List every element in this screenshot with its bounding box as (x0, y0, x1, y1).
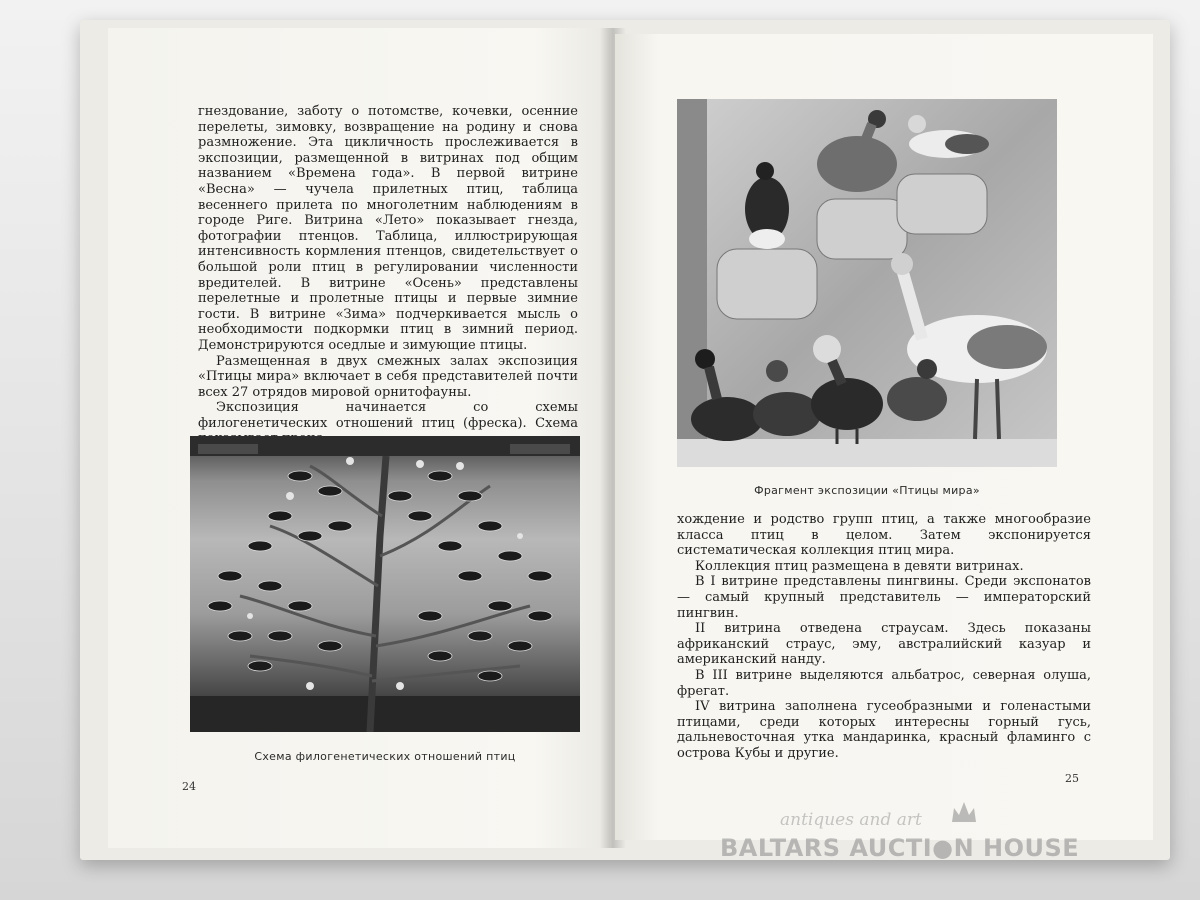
right-figure-caption: Фрагмент экспозиции «Птицы мира» (754, 484, 980, 497)
left-figure-caption: Схема филогенетических отношений птиц (254, 750, 516, 763)
phylogeny-tree-illustration (190, 436, 580, 732)
watermark-tagline: antiques and art (780, 810, 922, 830)
right-paragraph-4: II витрина отведена страусам. Здесь показаны африканский страус, эму, австралийский казуар и американский нанду. (677, 621, 1091, 668)
auction-house-watermark (720, 800, 1120, 880)
right-page (615, 34, 1153, 840)
birds-exhibit-photo (677, 99, 1057, 467)
right-page-text (677, 512, 1091, 762)
right-paragraph-3: В I витрине представлены пингвины. Среди экспонатов — самый крупный представитель — императорский пингвин. (677, 574, 1091, 621)
watermark-brand-part2: N HOUSE (953, 834, 1080, 862)
left-page-number: 24 (182, 780, 196, 793)
watermark-brand (720, 834, 1079, 862)
watermark-o-crown-icon: ● (932, 834, 954, 862)
crown-icon (950, 800, 978, 826)
right-paragraph-1: хождение и родство групп птиц, а также многообразие класса птиц в целом. Затем экспонируется систематическая коллекция птиц мира. (677, 512, 1091, 559)
left-page (108, 28, 610, 848)
right-paragraph-5: В III витрине выделяются альбатрос, северная олуша, фрегат. (677, 667, 1091, 699)
left-page-text (198, 104, 578, 447)
watermark-brand-part1: BALTARS AUCTI (720, 834, 933, 862)
stuffed-birds-illustration (677, 99, 1057, 467)
left-paragraph-3: Экспозиция начинается со схемы филогенетических отношений птиц (фреска). Схема (198, 400, 578, 431)
right-page-number: 25 (1065, 772, 1079, 785)
left-paragraph-1: гнездование, заботу о потомстве, кочевки, осенние перелеты, зимовку, возвращение на родину и снова размножение. Эта цикличность прослеживается в экспозиции, размещенной в витринах под общим названием «Времена года». В первой витрине «Весна» — чучела прилетных птиц, таблица весеннего прилета по многолетним наблюдениям в городе Риге. Витрина «Лето» показывает гнезда, фотографии птенцов. Таблица, иллюстрирующая интенсивность кормления птенцов, свидетельствует о большой роли птиц в регулировании численности вредителей. В витрине «Осень» представлены перелетные и пролетные птицы и первые зимние гости. В витрине «Зима» подчеркивается мысль о необходимости подкормки птиц в зимний период. Демонстрируются оседлые и зимующие птицы. (198, 104, 578, 353)
right-paragraph-6: IV витрина заполнена гусеобразными и голенастыми птицами, среди которых интересны горный гусь, дальневосточная утка мандаринка, красный фламинго с острова Кубы и другие. (677, 699, 1091, 761)
right-paragraph-2: Коллекция птиц размещена в девяти витринах. (695, 558, 1024, 574)
left-paragraph-2: Размещенная в двух смежных залах экспозиция «Птицы мира» включает в себя представителей почти всех 27 отрядов мировой орнитофауны. (198, 353, 578, 400)
phylogeny-fresco-photo (190, 436, 580, 732)
